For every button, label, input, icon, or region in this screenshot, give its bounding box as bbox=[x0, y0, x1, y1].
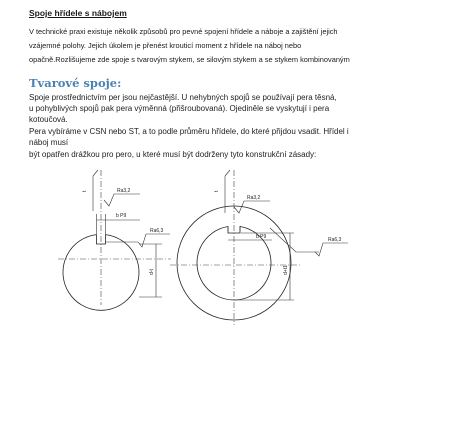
leader-line bbox=[270, 228, 319, 252]
document-title: Spoje hřídele s nábojem bbox=[29, 8, 127, 18]
roughness-symbol-right bbox=[138, 234, 170, 247]
roughness-label-right: Ra6,3 bbox=[150, 228, 164, 234]
hub-keyway-drawing bbox=[170, 170, 348, 325]
depth-label: t bbox=[82, 190, 88, 192]
body-line: u pohyblivých spojů pak pera výměnná (přišroubovaná). Ojediněle se vyskytují i pera bbox=[29, 104, 330, 113]
roughness-symbol-top bbox=[234, 201, 270, 213]
roughness-symbol-right bbox=[315, 243, 348, 256]
roughness-label-top: Ra3,2 bbox=[117, 188, 131, 194]
body-line: Spoje prostřednictvím per jsou nejčastější. U nehybných spojů se používají pera těsná, bbox=[29, 93, 337, 102]
intro-line: vzájemné polohy. Jejich úkolem je přenést krouticí moment z hřídele na náboj nebo bbox=[29, 41, 302, 50]
section-heading: Tvarové spoje: bbox=[29, 76, 122, 90]
width-label: b P9 bbox=[256, 234, 267, 240]
intro-line: V technické praxi existuje několik způsobů pro pevné spojení hřídele a náboje a zajištění jejich bbox=[29, 27, 338, 36]
body-line: Pera vybíráme v CSN nebo ST, a to podle průměru hřídele, do které přijdou vsadit. Hřídel i bbox=[29, 127, 349, 136]
shaft-keyway-drawing bbox=[58, 170, 171, 310]
leader-line bbox=[225, 170, 230, 176]
depth-right-label: d+t1 bbox=[283, 265, 289, 275]
body-line: kotoučová. bbox=[29, 115, 68, 124]
roughness-label-right: Ra6,3 bbox=[328, 237, 342, 243]
depth-right-label: d-t bbox=[149, 269, 155, 275]
roughness-symbol-top bbox=[104, 194, 140, 206]
leader-line bbox=[93, 170, 98, 176]
depth-label: t bbox=[214, 190, 220, 192]
body-line: náboj musí bbox=[29, 138, 69, 147]
body-line: být opatřen drážkou pro pero, u které musí být dodrženy tyto konstrukční zásady: bbox=[29, 150, 317, 159]
roughness-label-top: Ra3,2 bbox=[247, 195, 261, 201]
intro-line: opačně.Rozlišujeme zde spoje s tvarovým stykem, se silovým stykem a se stykem kombinovaným bbox=[29, 55, 350, 64]
width-label: b P9 bbox=[116, 213, 127, 219]
